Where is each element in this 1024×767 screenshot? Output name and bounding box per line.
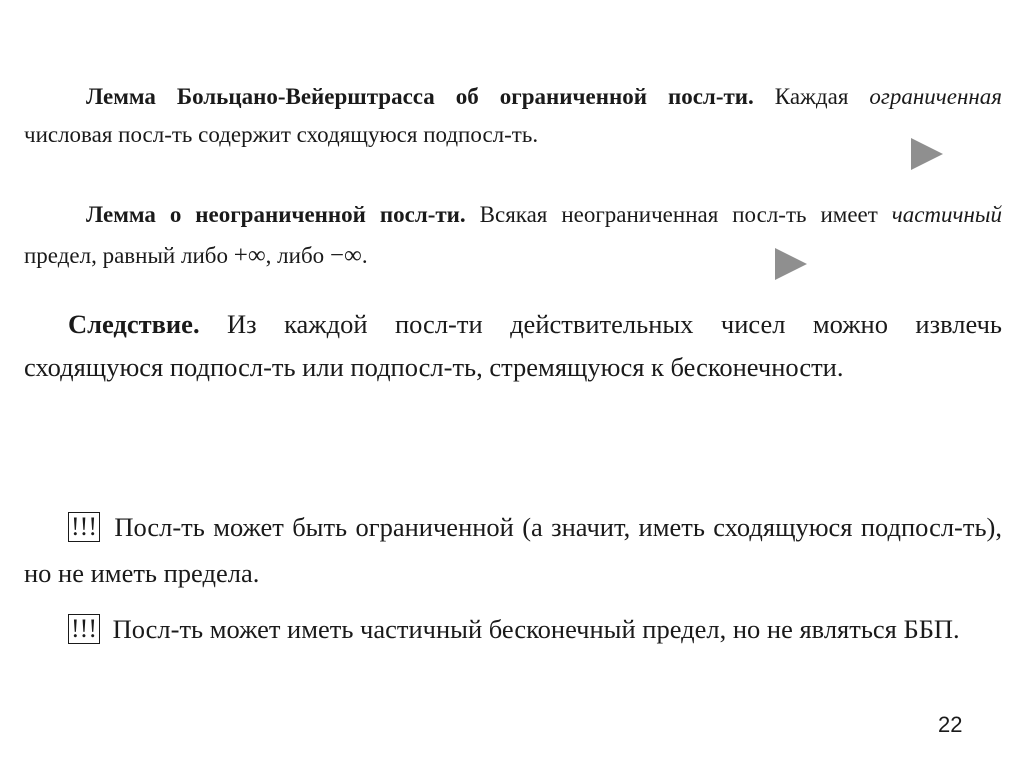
note-bounded-no-limit — [24, 504, 1002, 596]
lemma1-title: Лемма Больцано-Вейерштрасса об ограниченной посл-ти. — [86, 84, 754, 109]
lemma1-text-italic: ограниченная — [869, 84, 1002, 109]
note-infinite-partial-limit — [24, 606, 1002, 652]
lemma2-text-a: Всякая неограниченная посл-ть имеет — [465, 202, 892, 227]
corollary-title: Следствие. — [68, 309, 200, 339]
page-number: 22 — [938, 712, 963, 737]
corollary — [24, 303, 1002, 389]
lemma1-text-b: числовая посл-ть содержит сходящуюся подпосл-ть. — [24, 122, 539, 147]
lemma1-text-a: Каждая — [753, 84, 870, 109]
lemma2-text-b: предел, равный либо — [24, 243, 234, 268]
next-arrow-icon[interactable] — [775, 248, 807, 280]
lemma2-text-italic: частичный — [891, 202, 1002, 227]
warning-mark: !!! — [68, 512, 100, 542]
lemma2-text-d: . — [361, 243, 368, 268]
warning-mark: !!! — [68, 614, 100, 644]
lemma2-title: Лемма о неограниченной посл-ти. — [86, 202, 466, 227]
lemma-bolzano-weierstrass — [24, 78, 1002, 154]
next-arrow-icon[interactable] — [911, 138, 943, 170]
lemma-unbounded-sequence — [24, 194, 1002, 276]
minus-infinity: −∞ — [329, 242, 362, 269]
corollary-text: Из каждой посл-ти действительных чисел можно извлечь сходящуюся подпосл-ть или подпосл-ть, стремящуюся к бесконечности. — [24, 309, 1002, 382]
plus-infinity: +∞ — [233, 242, 266, 269]
lemma2-text-c: , либо — [265, 243, 330, 268]
note-text: Посл-ть может быть ограниченной (а значит, иметь сходящуюся подпосл-ть), но не иметь предела. — [24, 512, 1002, 588]
note-text: Посл-ть может иметь частичный бесконечный предел, но не являться ББП. — [105, 614, 960, 644]
